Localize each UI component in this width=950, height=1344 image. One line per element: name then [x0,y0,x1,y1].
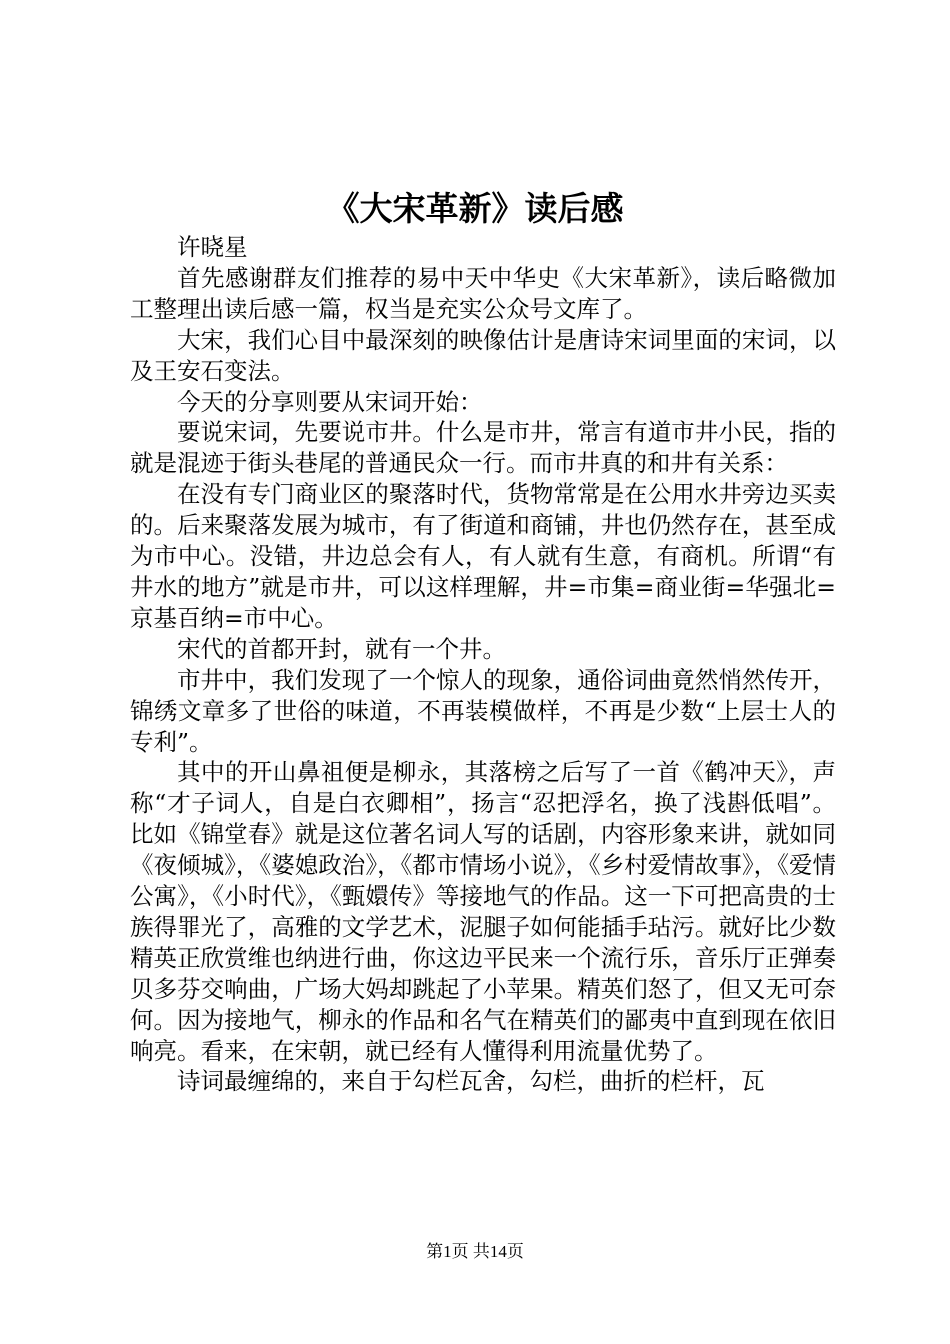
paragraph: 诗词最缠绵的，来自于勾栏瓦舍，勾栏，曲折的栏杆，瓦 [177,1067,765,1096]
paragraph: 市井中，我们发现了一个惊人的现象，通俗词曲竟然悄然传开，锦绣文章多了世俗的味道，不再装模做样，不再是少数“上层士人的专利”。 [130,665,836,756]
paragraph: 大宋，我们心目中最深刻的映像估计是唐诗宋词里面的宋词，以及王安石变法。 [130,325,836,385]
document-title: 《大宋革新》读后感 [326,189,624,228]
paragraph: 其中的开山鼻祖便是柳永，其落榜之后写了一首《鹤冲天》，声称“才子词人，自是白衣卿相”，扬言“忍把浮名，换了浅斟低唱”。比如《锦堂春》就是这位著名词人写的话剧，内容形象来讲，就如同《夜倾城》，《婆媳政治》，《都市情场小说》，《乡村爱情故事》，《爱情公寓》，《小时代》，《甄嬛传》等接地气的作品。这一下可把高贵的士族得罪光了，高雅的文学艺术，泥腿子如何能插手玷污。就好比少数精英正欣赏维也纳进行曲，你这边平民来一个流行乐，音乐厅正弹奏贝多芬交响曲，广场大妈却跳起了小苹果。精英们怒了，但又无可奈何。因为接地气，柳永的作品和名气在精英们的鄙夷中直到现在依旧响亮。看来，在宋朝，就已经有人懂得利用流量优势了。 [130,758,836,1065]
paragraph: 首先感谢群友们推荐的易中天中华史《大宋革新》，读后略微加工整理出读后感一篇，权当是充实公众号文库了。 [130,263,836,323]
paragraph: 要说宋词，先要说市井。什么是市井，常言有道市井小民，指的就是混迹于街头巷尾的普通民众一行。而市井真的和井有关系： [130,418,836,478]
document-body [130,232,836,1097]
paragraph: 今天的分享则要从宋词开始： [177,387,483,416]
paragraph: 在没有专门商业区的聚落时代，货物常常是在公用水井旁边买卖的。后来聚落发展为城市，有了街道和商铺，井也仍然存在，甚至成为市中心。没错，井边总会有人，有人就有生意，有商机。所谓“有井水的地方”就是市井，可以这样理解，井=市集=商业街=华强北=京基百纳=市中心。 [130,480,836,632]
author-line: 许晓星 [177,233,248,261]
paragraph: 宋代的首都开封，就有一个井。 [177,634,506,663]
page-footer: 第1页 共14页 [426,1242,524,1261]
